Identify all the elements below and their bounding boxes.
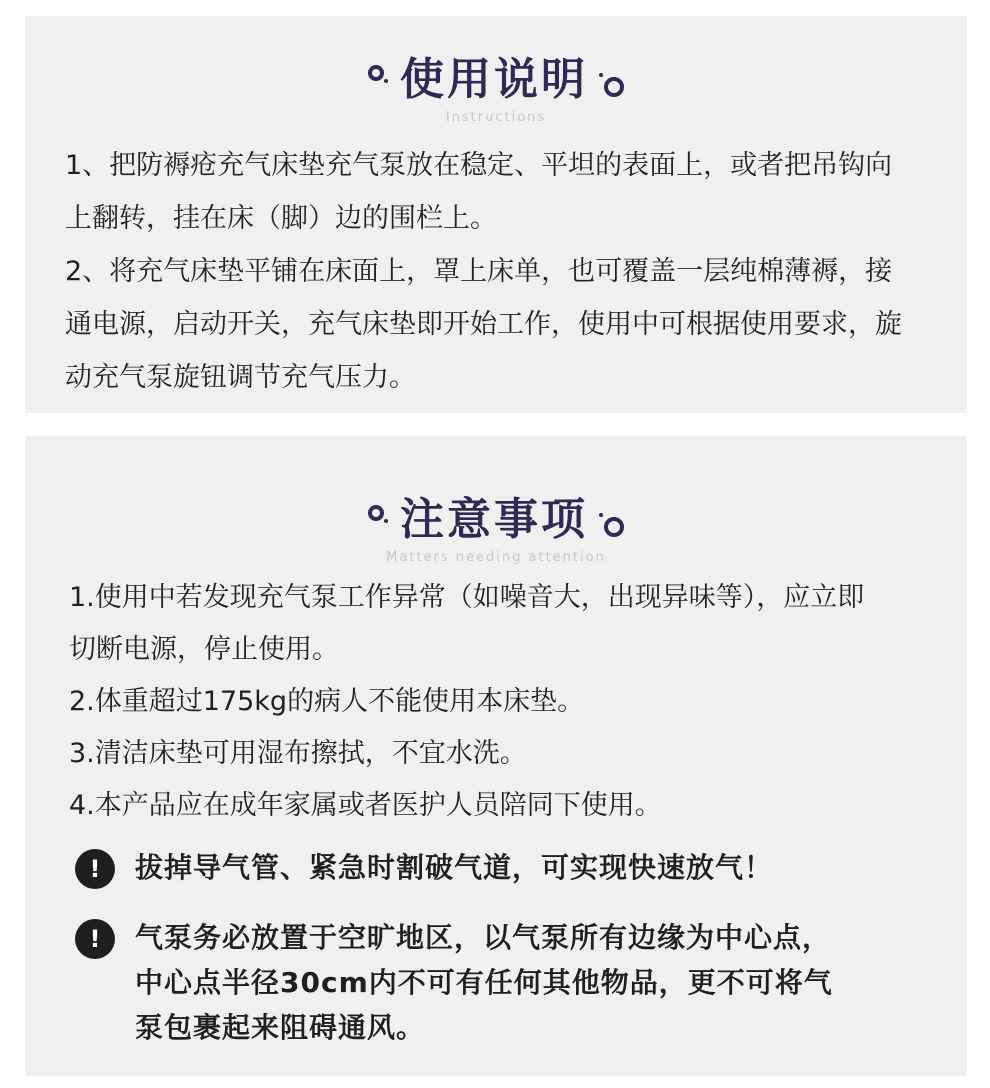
warning-line: 中心点半径30cm内不可有任何其他物品，更不可将气	[135, 966, 833, 999]
instructions-body	[65, 139, 945, 404]
notes-heading	[25, 494, 967, 565]
instructions-line: 通电源，启动开关，充气床垫即开始工作，使用中可根据使用要求，旋	[65, 309, 902, 340]
notes-line: 切断电源，停止使用。	[69, 634, 339, 665]
warning-item	[75, 845, 915, 890]
notes-line: 2.体重超过175kg的病人不能使用本床垫。	[69, 686, 585, 717]
instructions-line: 上翻转，挂在床（脚）边的围栏上。	[65, 203, 497, 234]
notes-body	[69, 572, 929, 832]
notes-title: 注意事项	[400, 494, 588, 545]
warning-item	[75, 915, 915, 1050]
instructions-line: 2、将充气床垫平铺在床面上，罩上床单，也可覆盖一层纯棉薄褥，接	[65, 256, 893, 287]
notes-panel	[25, 436, 967, 1076]
circle-decoration-icon	[368, 65, 384, 81]
warning-text	[135, 915, 915, 1050]
circle-decoration-icon	[368, 505, 384, 521]
warning-line: 气泵务必放置于空旷地区，以气泵所有边缘为中心点，	[135, 921, 832, 954]
instructions-line: 动充气泵旋钮调节充气压力。	[65, 362, 416, 393]
notes-line: 4.本产品应在成年家属或者医护人员陪同下使用。	[69, 790, 662, 821]
exclamation-icon: !	[75, 849, 115, 889]
instructions-line: 1、把防褥疮充气床垫充气泵放在稳定、平坦的表面上，或者把吊钩向	[65, 150, 893, 181]
circle-decoration-icon	[604, 77, 624, 97]
warning-line: 拔掉导气管、紧急时割破气道，可实现快速放气！	[135, 851, 774, 884]
notes-line: 3.清洁床垫可用湿布擦拭，不宜水洗。	[69, 738, 527, 769]
instructions-heading	[25, 54, 967, 125]
instructions-title: 使用说明	[400, 54, 588, 105]
instructions-panel	[25, 16, 967, 413]
notes-line: 1.使用中若发现充气泵工作异常（如噪音大，出现异味等），应立即	[69, 582, 865, 613]
exclamation-icon: !	[75, 919, 115, 959]
warning-line: 泵包裹起来阻碍通风。	[135, 1011, 426, 1044]
warning-text	[135, 845, 915, 890]
instructions-subtitle: Instructions	[445, 110, 547, 125]
notes-subtitle: Matters needing attention	[386, 550, 606, 565]
circle-decoration-icon	[604, 517, 624, 537]
